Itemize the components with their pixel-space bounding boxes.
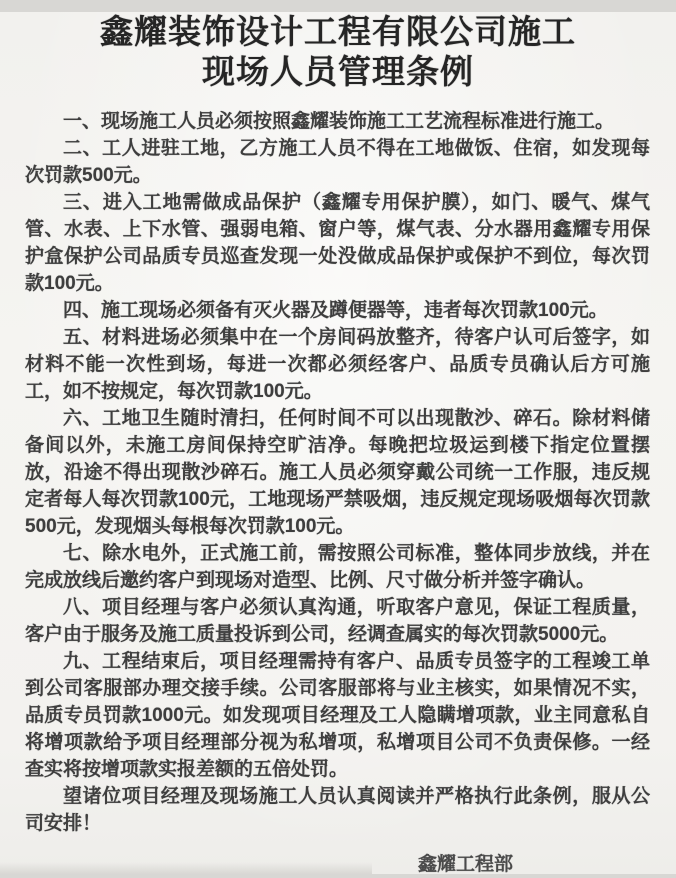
regulation-item-4: 四、施工现场必须备有灭火器及蹲便器等，违者每次罚款100元。 — [63, 300, 608, 321]
closing-note: 望诸位项目经理及现场施工人员认真阅读并严格执行此条例，服从公司安排！ — [25, 786, 650, 834]
document-title — [10, 12, 666, 92]
regulation-item-1: 一、现场施工人员必须按照鑫耀装饰施工工艺流程标准进行施工。 — [63, 111, 615, 132]
scanned-document-page — [0, 12, 676, 874]
regulation-item-5: 五、材料进场必须集中在一个房间码放整齐，待客户认可后签字，如材料不能一次性到场，每进一次都必须经客户、品质专员确认后方可施工，如不按规定，每次罚款100元。 — [25, 327, 650, 402]
document-body — [0, 108, 676, 837]
regulation-item-2: 二、工人进驻工地，乙方施工人员不得在工地做饭、住宿，如发现每次罚款500元。 — [25, 138, 650, 186]
regulation-item-3: 三、进入工地需做成品保护（鑫耀专用保护膜），如门、暖气、煤气管、水表、上下水管、强弱电箱、窗户等，煤气表、分水器用鑫耀专用保护盒保护公司品质专员巡查发现一处没做成品保护或保护不到位，每次罚款100元。 — [25, 192, 650, 294]
regulation-item-7: 七、除水电外，正式施工前，需按照公司标准，整体同步放线，并在完成放线后邀约客户到现场对造型、比例、尺寸做分析并签字确认。 — [25, 543, 650, 591]
regulation-item-6: 六、工地卫生随时清扫，任何时间不可以出现散沙、碎石。除材料储备间以外，未施工房间保持空旷洁净。每晚把垃圾运到楼下指定位置摆放，沿途不得出现散沙碎石。施工人员必须穿戴公司统一工作服，违反规定者每人每次罚款100元，工地现场严禁吸烟，违反规定现场吸烟每次罚款500元，发现烟头每根每次罚款100元。 — [25, 408, 650, 537]
signature-department: 鑫耀工程部 — [417, 854, 513, 875]
document-title-line-2: 现场人员管理条例 — [202, 53, 474, 90]
document-title-line-1: 鑫耀装饰设计工程有限公司施工 — [100, 13, 576, 50]
regulation-item-8: 八、项目经理与客户必须认真沟通，听取客户意见，保证工程质量，客户由于服务及施工质量投诉到公司，经调查属实的每次罚款5000元。 — [25, 597, 650, 645]
regulation-item-9: 九、工程结束后，项目经理需持有客户、品质专员签字的工程竣工单到公司客服部办理交接手续。公司客服部将与业主核实，如果情况不实，品质专员罚款1000元。如发现项目经理及工人隐瞒增项款，业主同意私自将增项款给予项目经理部分视为私增项，私增项目公司不负责保修。一经查实将按增项款实报差额的五倍处罚。 — [25, 651, 650, 780]
